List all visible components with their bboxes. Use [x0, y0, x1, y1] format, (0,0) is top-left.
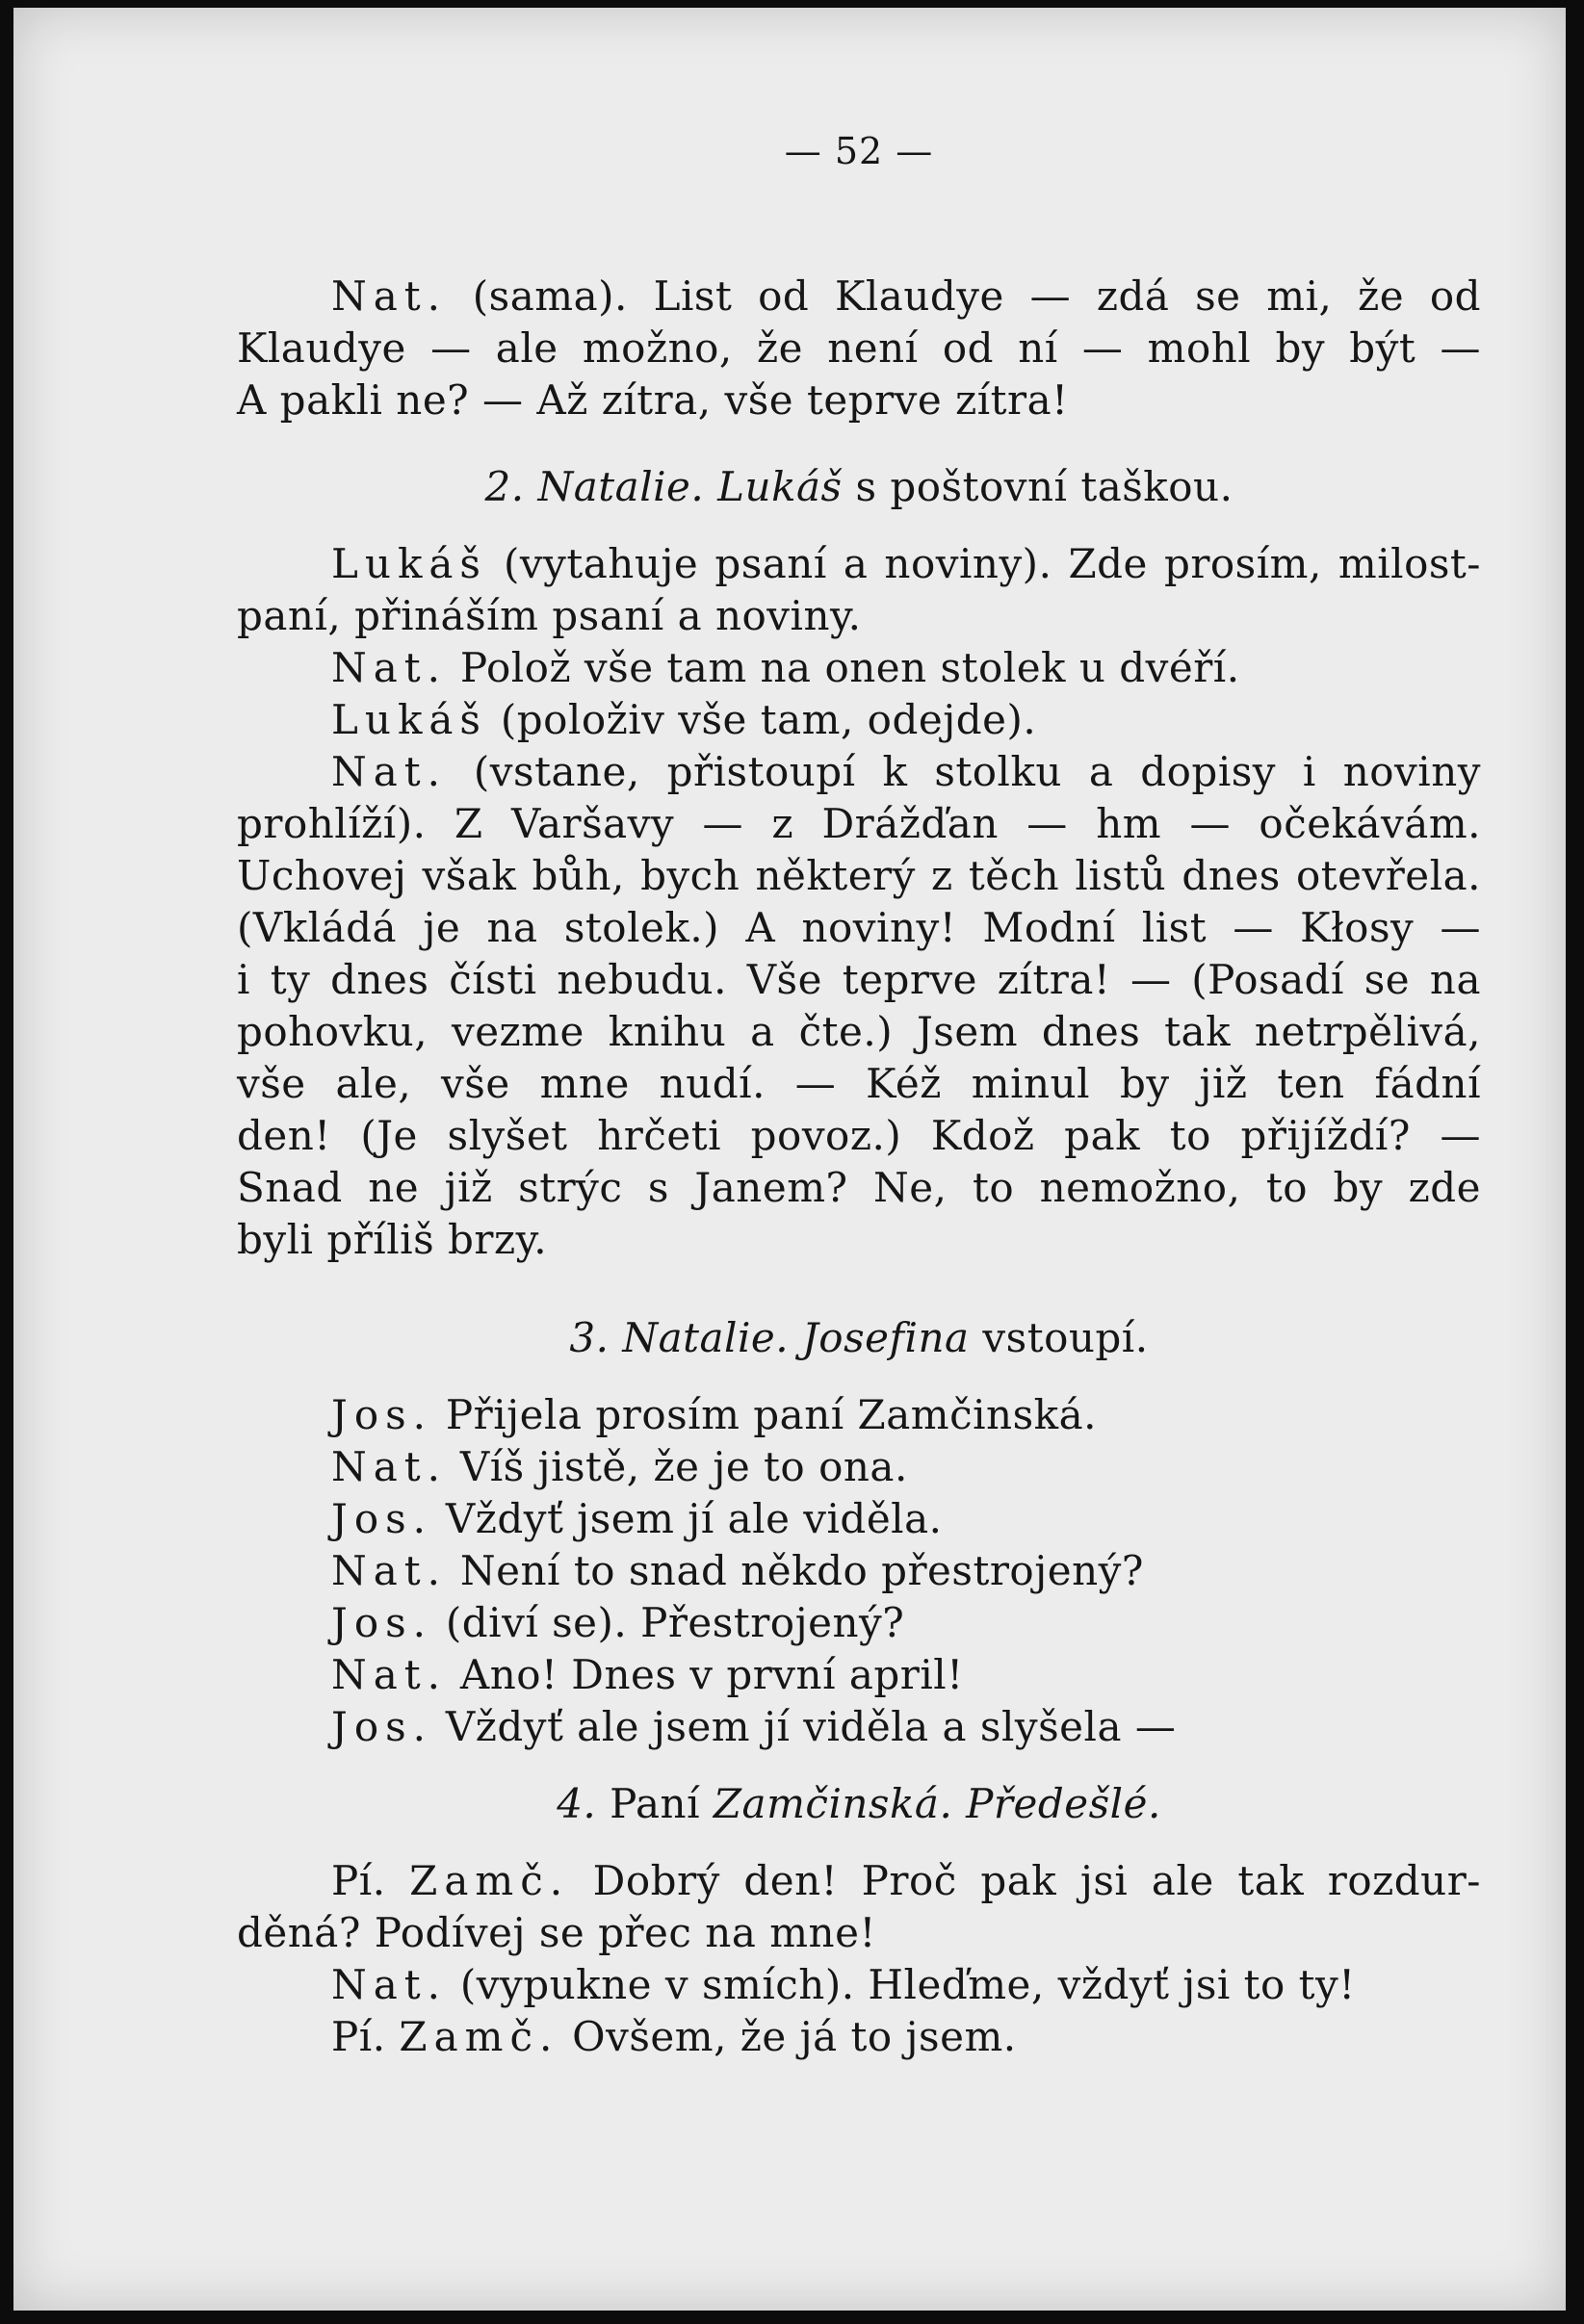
text-line: den! (Je slyšet hrčeti povoz.) Kdož pak to přijíždí? —: [237, 1112, 1481, 1159]
scene-heading: 4. Paní Zamčinská. Předešlé.: [557, 1780, 1161, 1827]
text-line: pohovku, vezme knihu a čte.) Jsem dnes tak netrpělivá,: [237, 1008, 1481, 1055]
text-line: Pí. Zamč. Ovšem, že já to jsem.: [331, 2013, 1017, 2060]
speaker-label: Jos.: [331, 1391, 433, 1438]
line-text: Dobrý den! Proč pak jsi ale tak rozdur-: [569, 1857, 1481, 1904]
speaker-label: Nat.: [331, 748, 448, 795]
text-line: paní, přináším psaní a noviny.: [237, 592, 862, 639]
text-line: i ty dnes čísti nebudu. Vše teprve zítra! — (Posadí se na: [237, 956, 1481, 1003]
book-page: [13, 8, 1566, 2311]
speaker-label: Nat.: [331, 272, 448, 320]
line-text: (diví se). Přestrojený?: [432, 1599, 905, 1646]
speaker-label: Nat.: [331, 1443, 448, 1490]
text-line: [237, 1701, 1481, 1753]
line-text: (sama). List od Klaudye — zdá se mi, že od: [447, 272, 1481, 320]
speaker-label: Zamč.: [409, 1857, 570, 1904]
text-line: [237, 1493, 1481, 1545]
line-text: Polož vše tam na onen stolek u dvéří.: [447, 644, 1240, 691]
text-line: Pí. Zamč. Dobrý den! Proč pak jsi ale tak rozdur-: [331, 1857, 1481, 1904]
text-line: [237, 1545, 1481, 1597]
line-text: Přijela prosím paní Zamčinská.: [432, 1391, 1097, 1438]
scene-heading: 3. Natalie. Josefina vstoupí.: [569, 1314, 1149, 1361]
scene-heading: 2. Natalie. Lukáš s poštovní taškou.: [484, 463, 1233, 510]
speaker-label: Nat.: [331, 644, 448, 691]
text-line: [237, 1649, 1481, 1701]
speaker-label: Zamč.: [399, 2013, 559, 2060]
text-line: [237, 1389, 1481, 1441]
line-text: (vypukne v smích). Hleďme, vždyť jsi to ty!: [447, 1961, 1356, 2008]
line-text: Není to snad někdo přestrojený?: [447, 1547, 1144, 1594]
line-text: (vstane, přistoupí k stolku a dopisy i noviny: [447, 748, 1481, 795]
page-number: — 52 —: [784, 130, 934, 172]
text-line: vše ale, vše mne nudí. — Kéž minul by již ten fádní: [237, 1060, 1481, 1107]
line-text: Vždyť jsem jí ale viděla.: [432, 1495, 943, 1542]
text-line: [237, 746, 1481, 798]
text-line: Klaudye — ale možno, že není od ní — mohl by být —: [237, 324, 1481, 372]
text-line: prohlíží). Z Varšavy — z Drážďan — hm — očekávám.: [237, 800, 1481, 847]
line-text: Ovšem, že já to jsem.: [558, 2013, 1017, 2060]
text-line: Snad ne již strýc s Janem? Ne, to nemožno, to by zde: [237, 1164, 1481, 1211]
text-line: [237, 1441, 1481, 1493]
speaker-label: Jos.: [331, 1599, 433, 1646]
text-line: (Vkládá je na stolek.) A noviny! Modní list — Kłosy —: [237, 904, 1481, 951]
text-line: [237, 538, 1481, 590]
speaker-label: Lukáš: [331, 696, 487, 743]
text-line: [237, 642, 1481, 694]
speaker-label: Lukáš: [331, 540, 487, 587]
speaker-label: Jos.: [331, 1495, 433, 1542]
line-text: (vytahuje psaní a noviny). Zde prosím, milost-: [486, 540, 1481, 587]
text-line: děná? Podívej se přec na mne!: [237, 1909, 876, 1956]
speaker-label: Jos.: [331, 1703, 433, 1750]
line-text: Ano! Dnes v první april!: [447, 1651, 964, 1698]
line-text: Víš jistě, že je to ona.: [447, 1443, 908, 1490]
speaker-label: Nat.: [331, 1651, 448, 1698]
line-text: (položiv vše tam, odejde).: [486, 696, 1037, 743]
speaker-label: Nat.: [331, 1547, 448, 1594]
text-line: [237, 1597, 1481, 1649]
text-line: [237, 271, 1481, 323]
text-line: A pakli ne? — Až zítra, vše teprve zítra!: [237, 376, 1069, 424]
text-line: [237, 1959, 1481, 2011]
text-line: byli příliš brzy.: [237, 1216, 548, 1263]
text-block: [237, 130, 1481, 2063]
text-line: [237, 694, 1481, 746]
speaker-label: Nat.: [331, 1961, 448, 2008]
line-text: Vždyť ale jsem jí viděla a slyšela —: [432, 1703, 1177, 1750]
text-line: Uchovej však bůh, bych některý z těch listů dnes otevřela.: [237, 852, 1481, 899]
